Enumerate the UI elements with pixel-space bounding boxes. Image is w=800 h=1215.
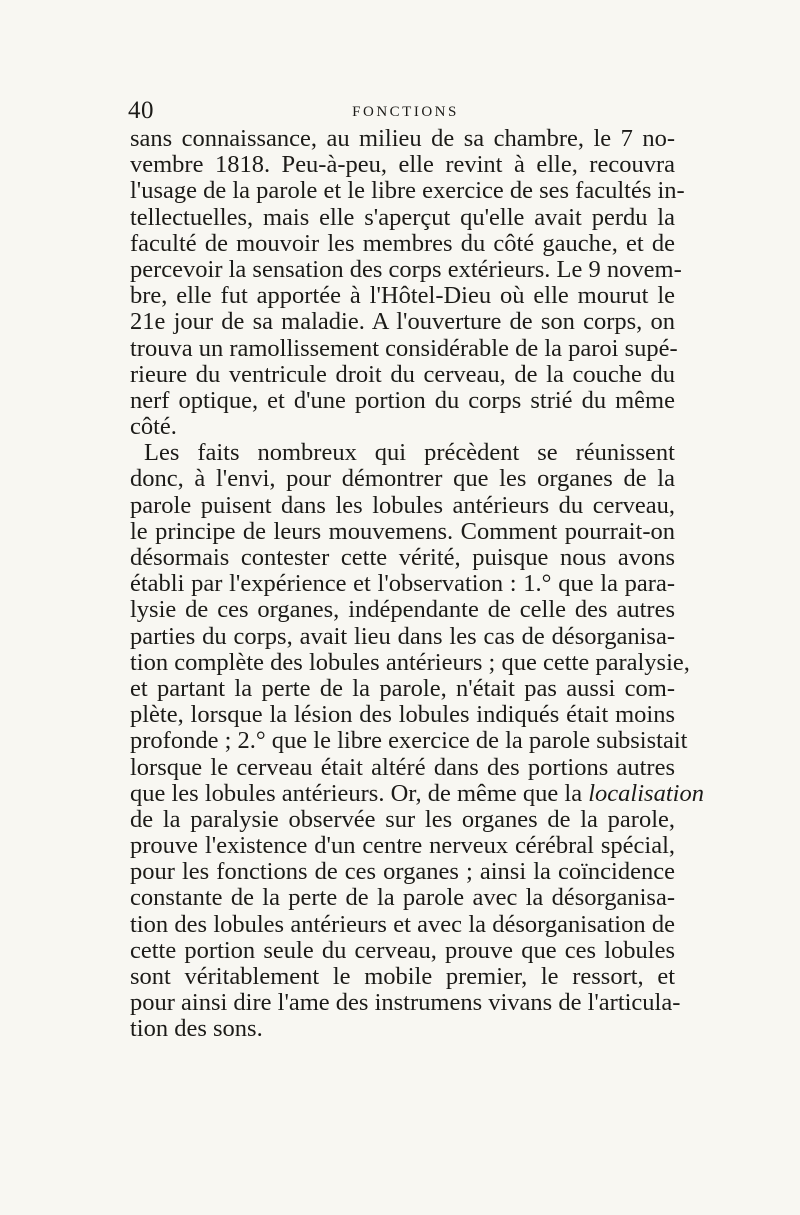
text-line: le principe de leurs mouvemens. Comment pourrait-on [130,517,675,545]
text-line: vembre 1818. Peu-à-peu, elle revint à elle, recouvra [130,151,675,179]
text-line: plète, lorsque la lésion des lobules indiqués était moins [130,701,675,729]
text-line: l'usage de la parole et le libre exercice de ses facultés in- [130,177,685,205]
text-line: profonde ; 2.° que le libre exercice de la parole subsistait [130,727,688,755]
text-line: trouva un ramollissement considérable de la paroi supé- [130,334,678,362]
text-line: parties du corps, avait lieu dans les cas de désorganisa- [130,622,675,650]
text-line: pour les fonctions de ces organes ; ainsi la coïncidence [130,858,675,886]
text-line: sans connaissance, au milieu de sa chambre, le 7 no- [130,125,675,152]
text-line: Les faits nombreux qui précèdent se réunissent [144,439,675,467]
paragraph [130,439,704,1043]
text-line: 21e jour de sa maladie. A l'ouverture de son corps, on [130,308,675,336]
text-line: côté. [130,413,177,441]
text-line: lorsque le cerveau était altéré dans des portions autres [130,753,675,781]
text-line: tion des lobules antérieurs et avec la désorganisation de [130,910,675,938]
body-text [130,125,704,1043]
text-line: bre, elle fut apportée à l'Hôtel-Dieu où elle mourut le [130,282,675,310]
text-line: tellectuelles, mais elle s'aperçut qu'elle avait perdu la [130,203,675,231]
text-line: parole puisent dans les lobules antérieurs du cerveau, [130,491,675,519]
text-line-with-italic [130,779,704,807]
text-line: constante de la perte de la parole avec la désorganisa- [130,884,675,912]
running-title: FONCTIONS [352,104,459,120]
text-line: sont véritablement le mobile premier, le ressort, et [130,963,675,990]
text-line: de la paralysie observée sur les organes de la parole, [130,805,675,833]
text-line: établi par l'expérience et l'observation : 1.° que la para- [130,570,675,598]
text-line: percevoir la sensation des corps extérieurs. Le 9 novem- [130,255,682,283]
italic-word: localisation [588,779,704,807]
page-header [128,97,683,127]
text-line: nerf optique, et d'une portion du corps strié du même [130,386,675,414]
text-line: et partant la perte de la parole, n'était pas aussi com- [130,674,675,702]
text-line: désormais contester cette vérité, puisque nous avons [130,544,675,571]
page-number: 40 [128,97,154,124]
text-line: tion complète des lobules antérieurs ; que cette paralysie, [130,648,690,676]
paragraph [130,125,685,441]
text-line: donc, à l'envi, pour démontrer que les organes de la [130,465,675,493]
text-line: faculté de mouvoir les membres du côté gauche, et de [130,229,675,257]
text-line: prouve l'existence d'un centre nerveux cérébral spécial, [130,832,675,860]
text-line: tion des sons. [130,1015,263,1043]
text-line: cette portion seule du cerveau, prouve que ces lobules [130,936,675,964]
text-line: pour ainsi dire l'ame des instrumens vivans de l'articula- [130,989,681,1017]
text-segment: que les lobules antérieurs. Or, de même que la [130,779,583,807]
text-line: rieure du ventricule droit du cerveau, de la couche du [130,360,675,388]
text-line: lysie de ces organes, indépendante de celle des autres [130,596,675,624]
